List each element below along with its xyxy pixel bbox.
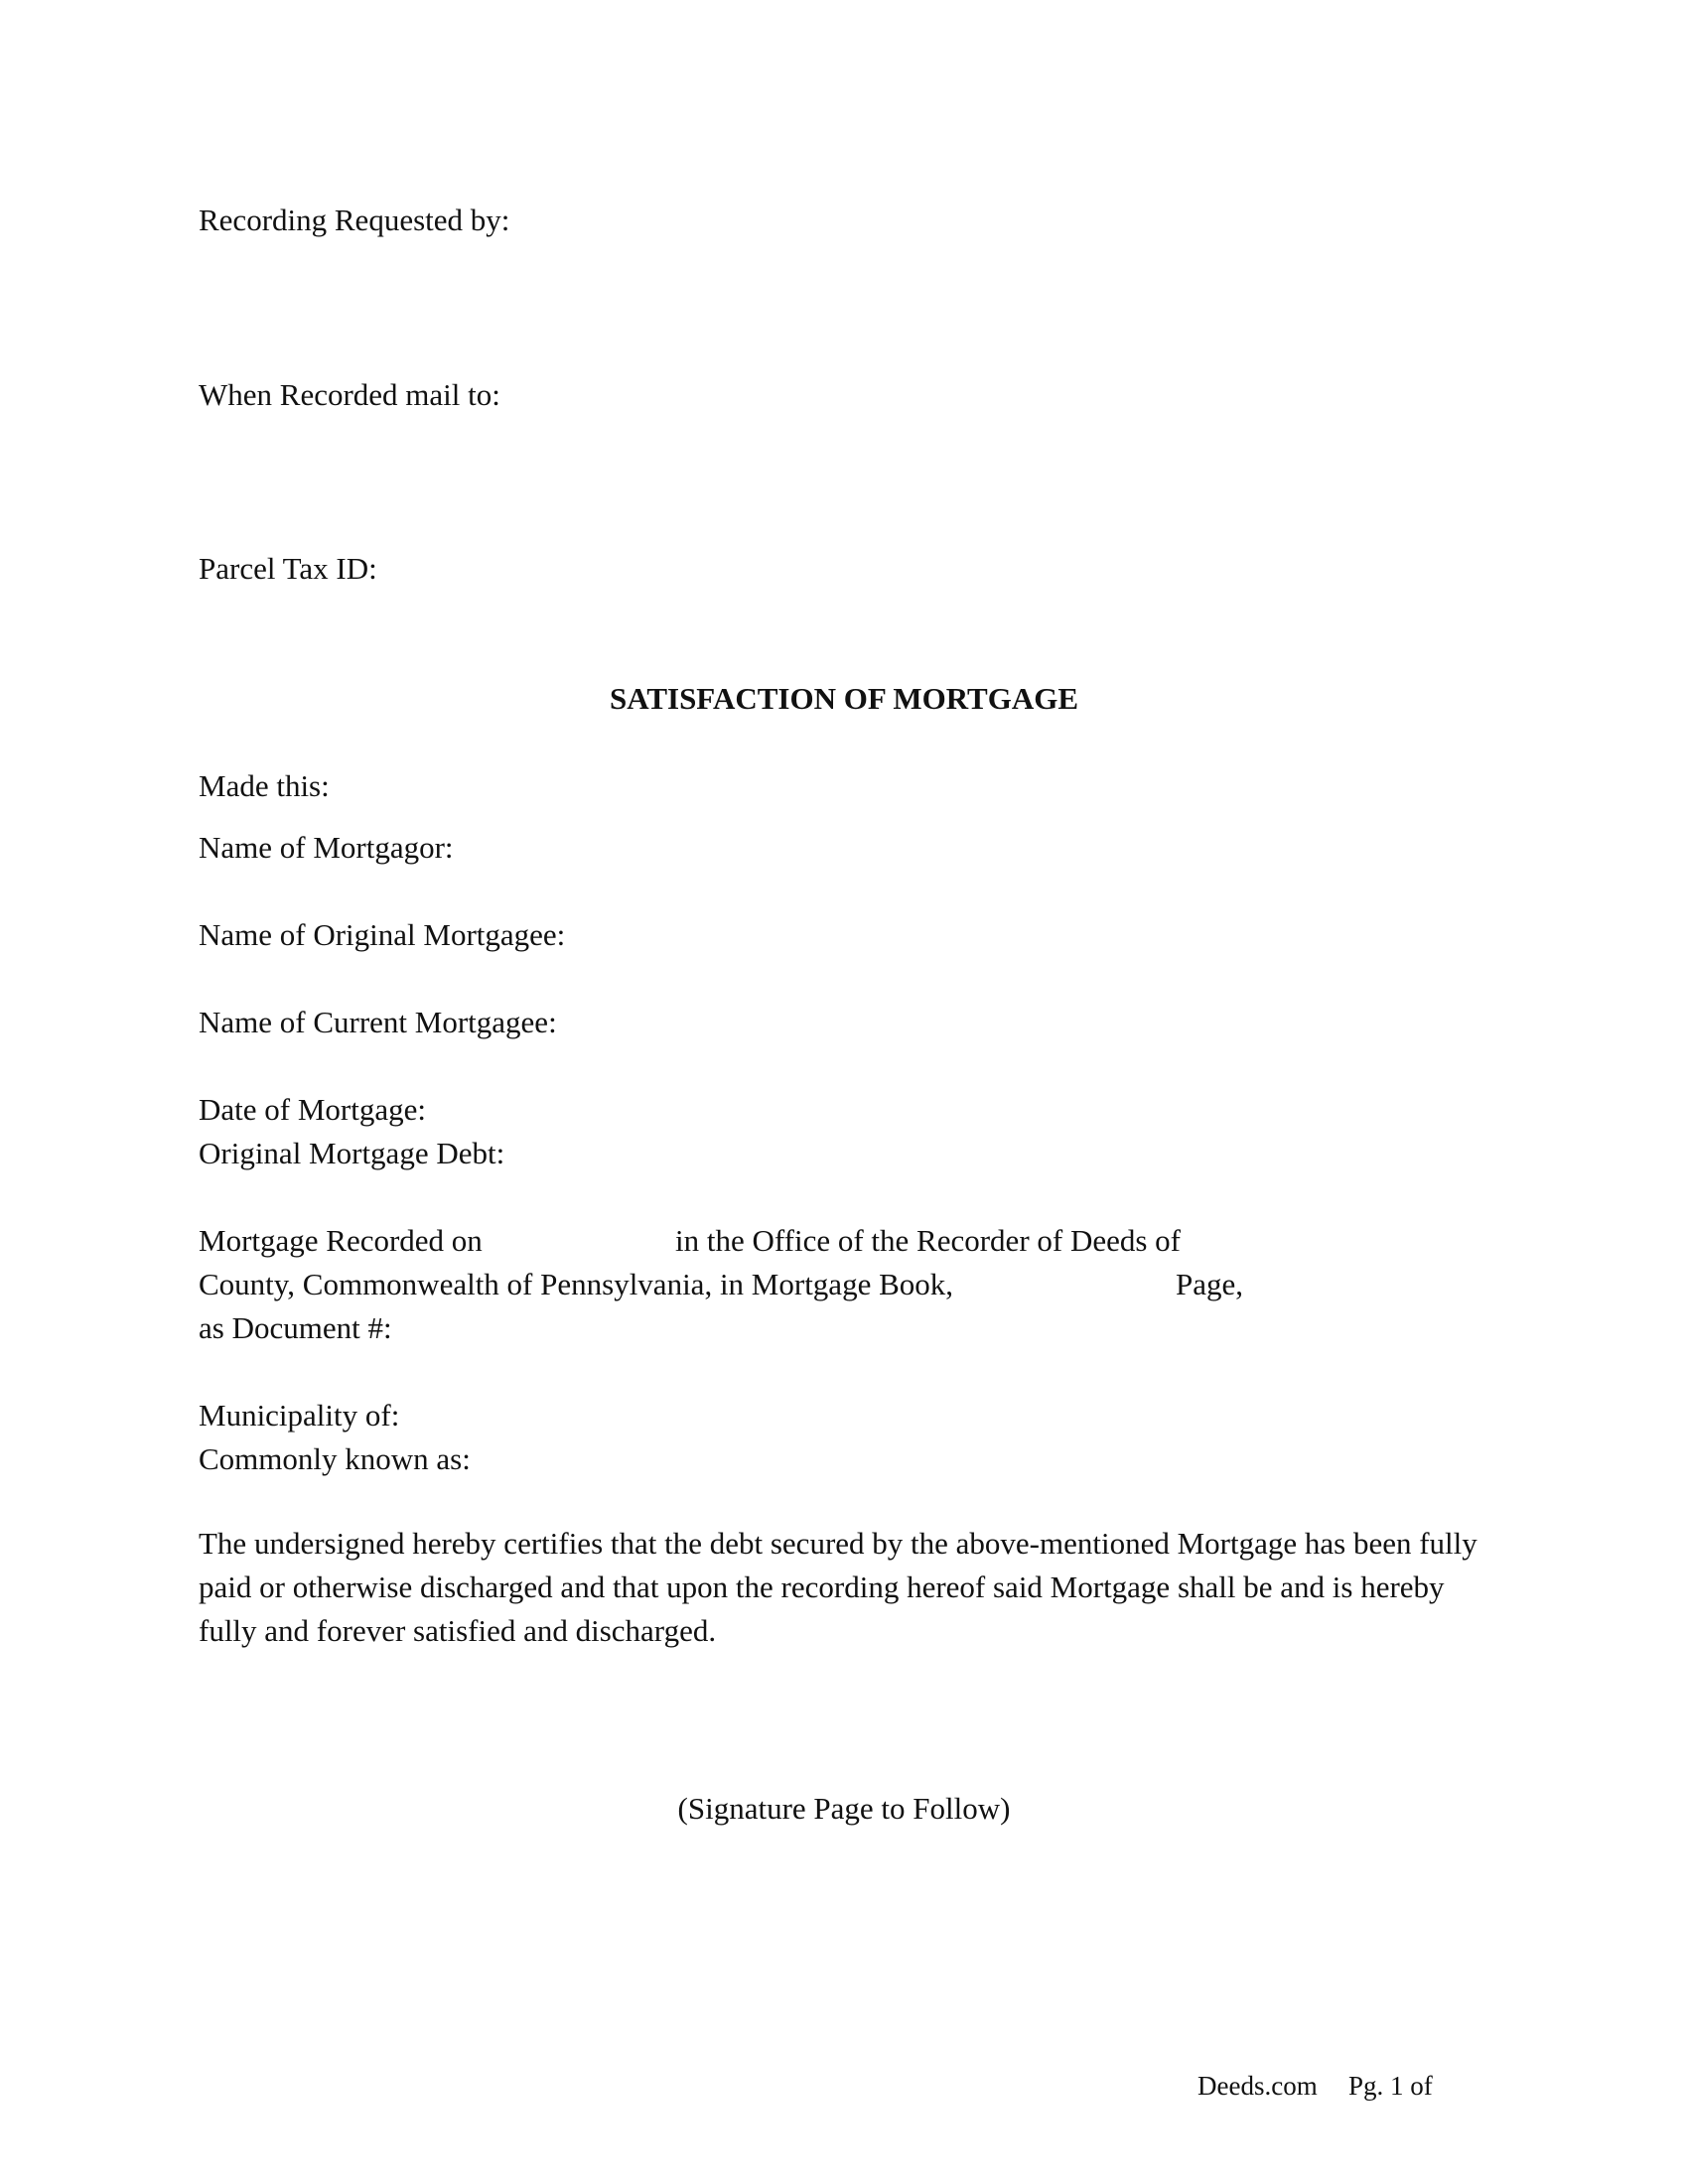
municipality-label: Municipality of: [199,1398,400,1433]
mortgage-recorded-on-label: Mortgage Recorded on [199,1223,483,1258]
recorder-office-text: in the Office of the Recorder of Deeds of [675,1223,1182,1258]
certification-paragraph: The undersigned hereby certifies that the debt secured by the above-mentioned Mortgage has been fully paid or otherwise discharged and that upon the recording hereof said Mortgage shall be and is hereby fully and forever satisfied and discharged. [199,1526,1477,1648]
date-of-mortgage-label: Date of Mortgage: [199,1092,426,1127]
recording-requested-by-label: Recording Requested by: [199,203,510,237]
original-mortgage-debt-label: Original Mortgage Debt: [199,1136,505,1170]
footer-brand: Deeds.com [1197,2071,1318,2101]
made-this-label: Made this: [199,768,330,803]
document-number-label: as Document #: [199,1310,392,1345]
mortgagor-name-label: Name of Mortgagor: [199,830,454,865]
commonly-known-as-label: Commonly known as: [199,1441,471,1476]
original-mortgagee-label: Name of Original Mortgagee: [199,917,566,952]
when-recorded-mail-to-label: When Recorded mail to: [199,377,500,412]
parcel-tax-id-label: Parcel Tax ID: [199,551,377,586]
footer-page-number: Pg. 1 of [1348,2071,1433,2101]
signature-page-note: (Signature Page to Follow) [677,1791,1011,1826]
county-commonwealth-text: County, Commonwealth of Pennsylvania, in Mortgage Book, [199,1267,953,1301]
current-mortgagee-label: Name of Current Mortgagee: [199,1005,557,1039]
document-title: SATISFACTION OF MORTGAGE [610,681,1078,716]
page-label: Page, [1176,1267,1244,1301]
